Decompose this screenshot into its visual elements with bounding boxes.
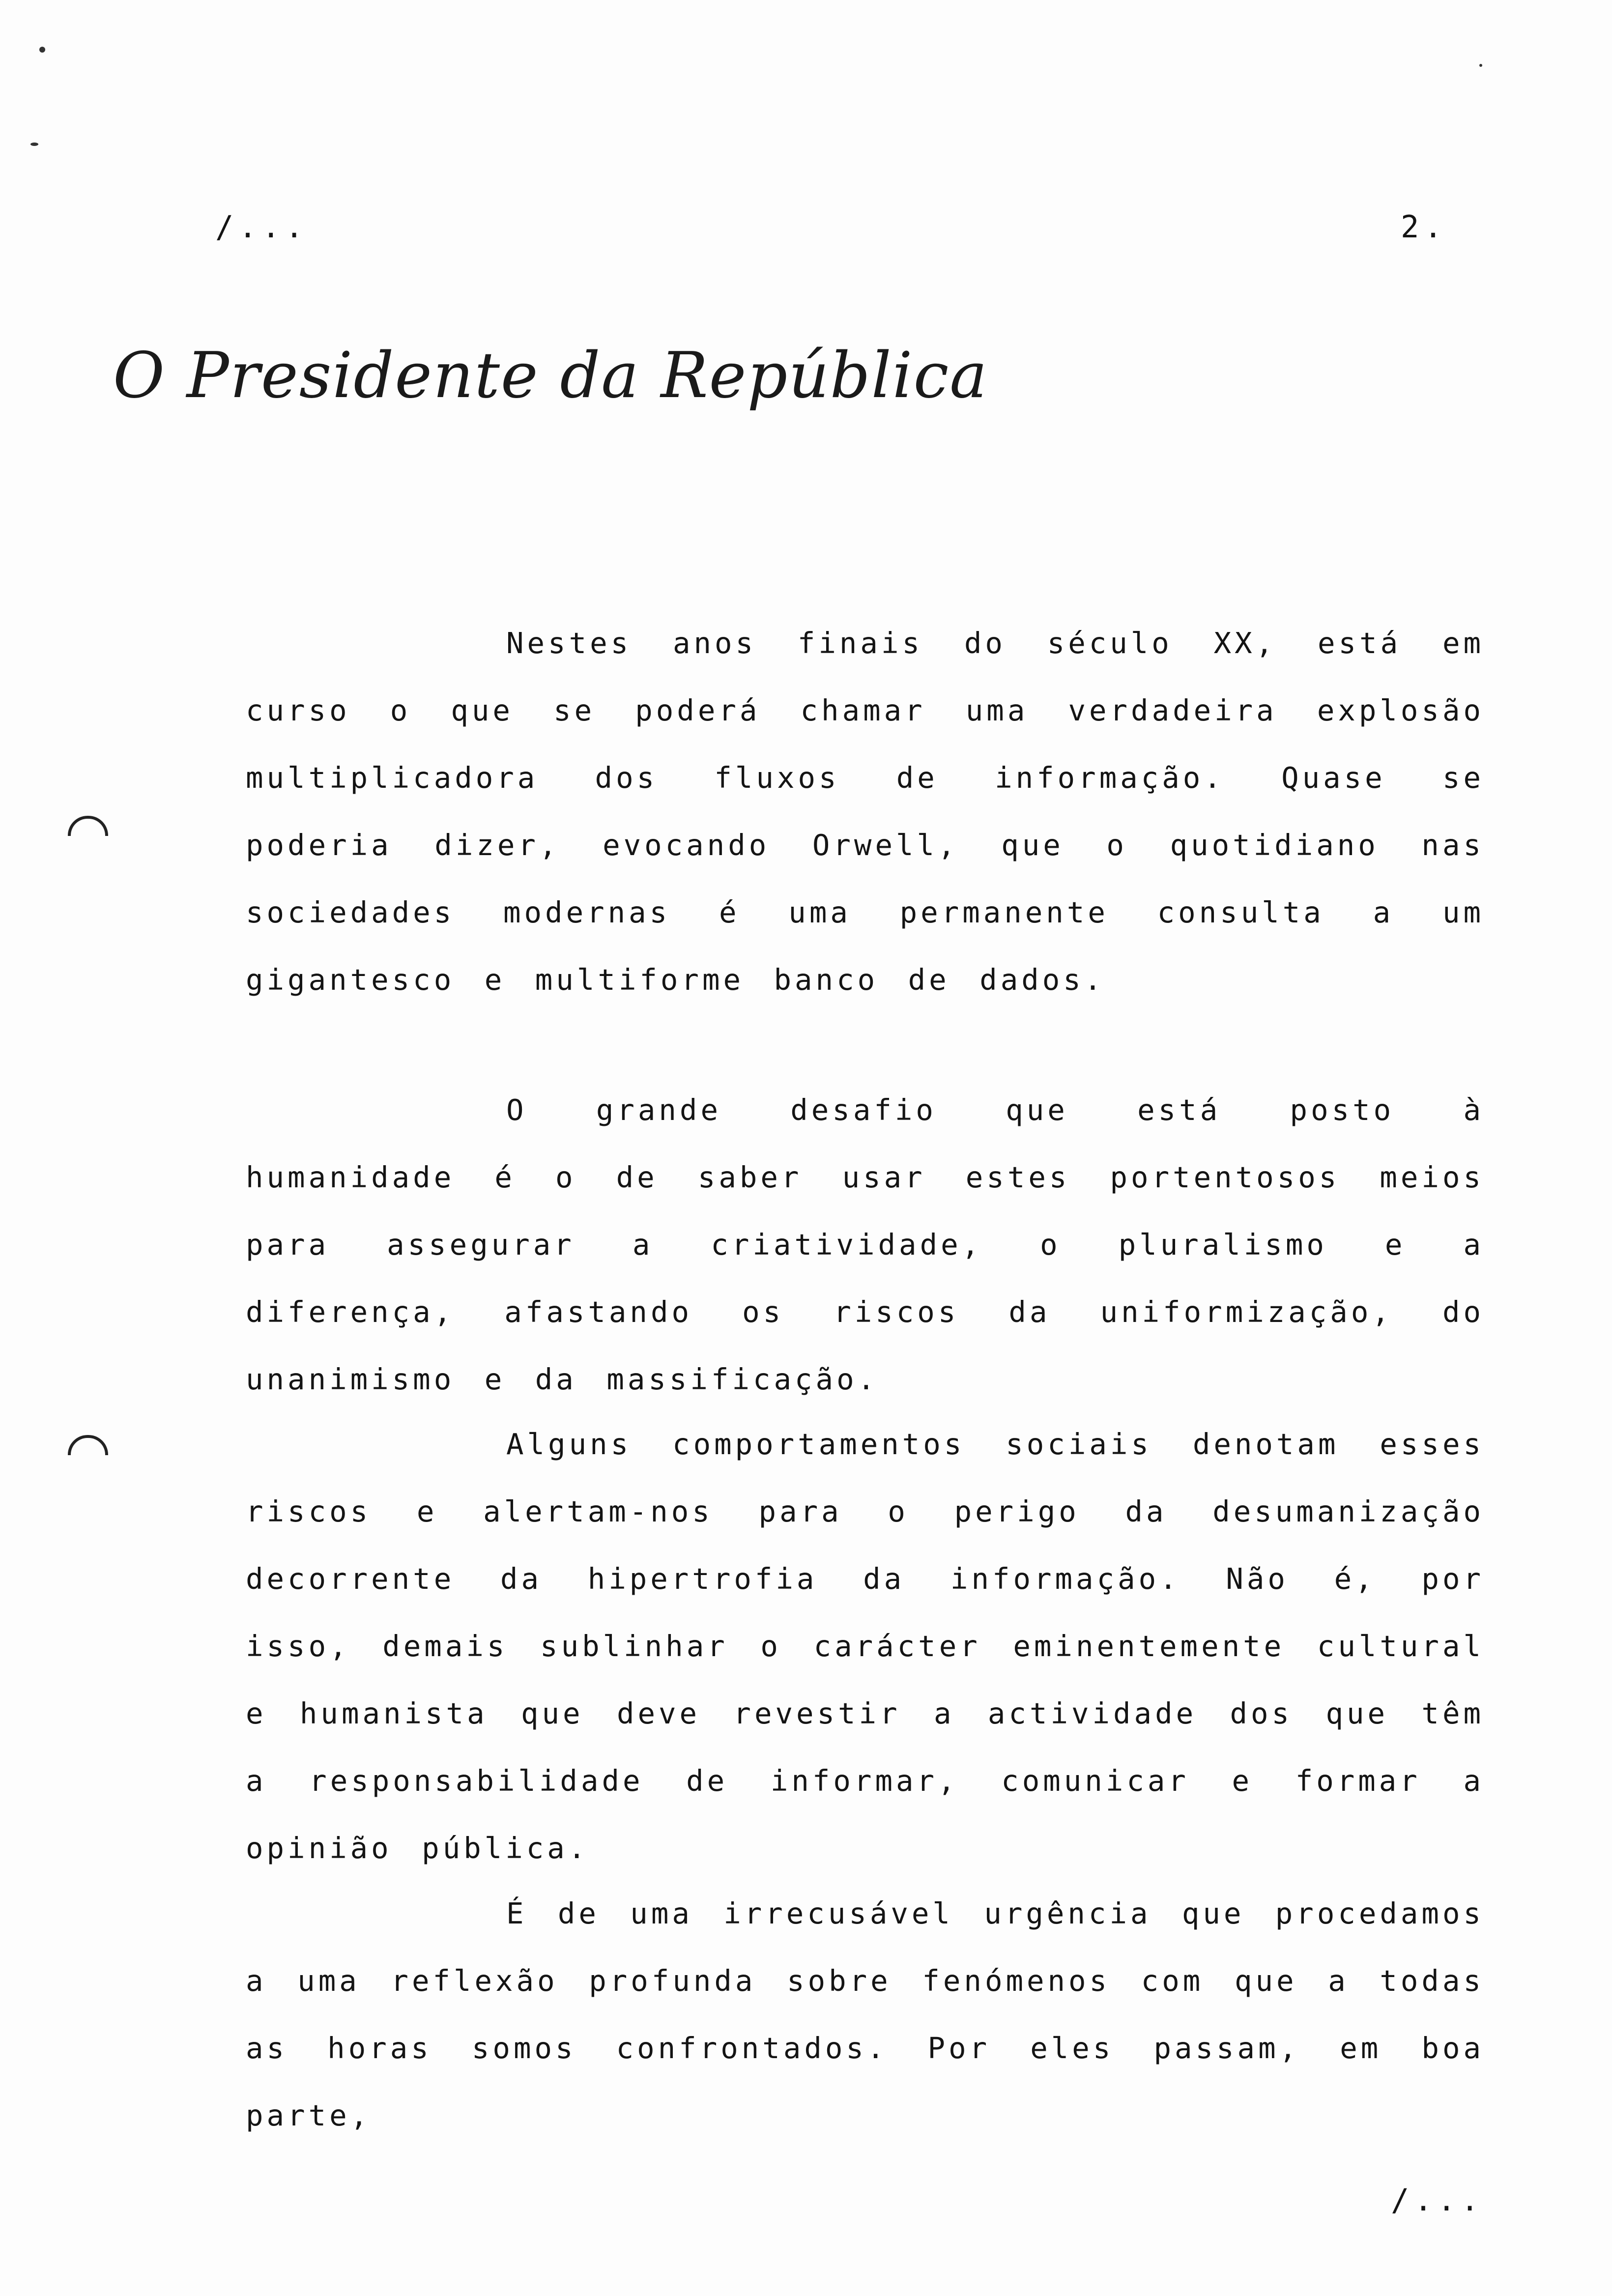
letterhead-title: O Presidente da República xyxy=(113,339,988,412)
paragraph-2 xyxy=(246,1076,1484,1413)
page-number: 2. xyxy=(1401,209,1447,245)
punch-hole-mark xyxy=(68,1435,108,1455)
paragraph-3 xyxy=(246,1410,1484,1882)
paragraph-text: É de uma irrecusável urgência que procedamos a uma reflexão profunda sobre fenómenos com que a todas as horas somos confrontados. Por eles passam, em boa parte, xyxy=(246,1896,1484,2132)
footer-continuation-marker: /... xyxy=(1391,2182,1484,2218)
punch-hole-mark xyxy=(68,816,108,836)
paragraph-text: Alguns comportamentos sociais denotam esses riscos e alertam-nos para o perigo da desumanização decorrente da hipertrofia da informação. Não é, por isso, demais sublinhar o carácter eminentemente cultural e humanista que deve revestir a actividade dos que têm a responsabilidade de informar, comunicar e formar a opinião pública. xyxy=(246,1427,1484,1865)
scan-speck xyxy=(39,47,45,53)
paragraph-1 xyxy=(246,609,1484,1013)
scan-speck xyxy=(30,143,38,146)
header-continuation-marker: /... xyxy=(215,209,309,245)
paragraph-4 xyxy=(246,1880,1484,2149)
paragraph-text: Nestes anos finais do século XX, está em curso o que se poderá chamar uma verdadeira explosão multiplicadora dos fluxos de informação. Quase se poderia dizer, evocando Orwell, que o quotidiano nas sociedades modernas é uma permanente consulta a um gigantesco e multiforme banco de dados. xyxy=(246,626,1484,997)
paragraph-text: O grande desafio que está posto à humanidade é o de saber usar estes portentosos meios para assegurar a criatividade, o pluralismo e a diferença, afastando os riscos da uniformização, do unanimismo e da massificação. xyxy=(246,1093,1484,1396)
scan-speck xyxy=(1479,64,1482,67)
